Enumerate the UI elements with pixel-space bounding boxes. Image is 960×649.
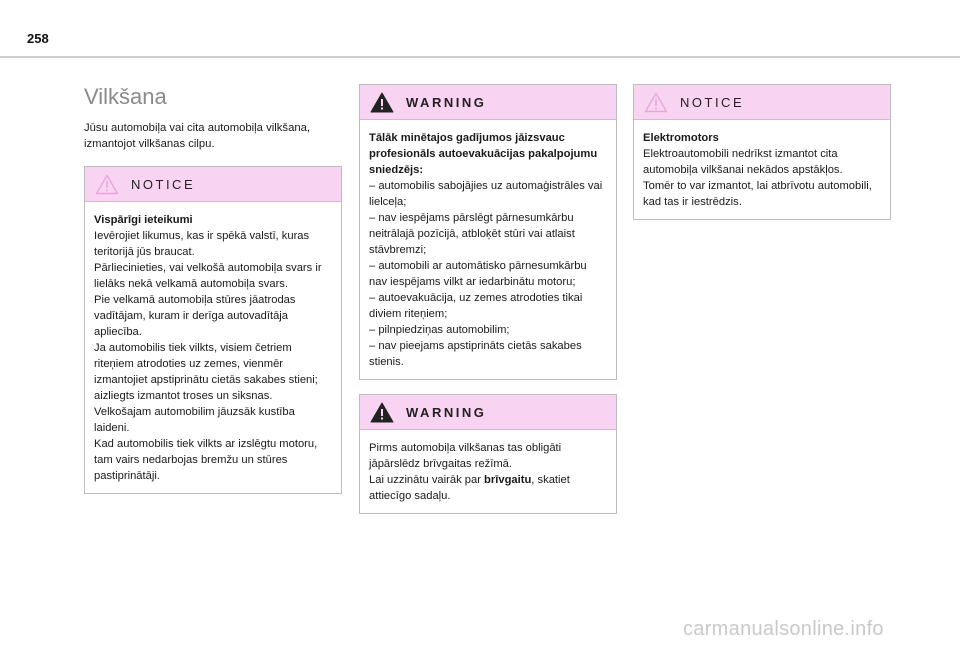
notice-heading: Elektromotors xyxy=(643,132,719,144)
site-watermark: carmanualsonline.info xyxy=(683,618,884,640)
section-title: Vilkšana xyxy=(84,84,167,109)
notice-header xyxy=(85,167,341,202)
notice-text: Ievērojiet likumus, kas ir spēkā valstī, kuras teritorijā jūs braucat. xyxy=(94,230,310,258)
notice-text: Elektroautomobili nedrīkst izmantot cita automobiļa vilkšanai nekādos apstākļos. xyxy=(643,148,843,176)
warning-heading: Tālāk minētajos gadījumos jāizsvauc profesionāls autoevakuācijas pakalpojumu sniedzējs: xyxy=(369,132,598,176)
warning-triangle-icon xyxy=(370,92,394,113)
column-left xyxy=(84,84,342,508)
notice-label: NOTICE xyxy=(680,94,745,110)
page-number: 258 xyxy=(27,31,49,46)
warning-header xyxy=(360,85,616,120)
warning-text: Pirms automobiļa vilkšanas tas obligāti jāpārslēdz brīvgaitas režīmā. xyxy=(369,442,562,470)
warning-box-professional xyxy=(359,84,617,380)
freewheel-reference: brīvgaitu xyxy=(484,474,532,486)
warning-header xyxy=(360,395,616,430)
notice-text: Pārliecinieties, vai velkošā automobiļa svars ir lielāks nekā velkamā automobiļa svars. xyxy=(94,262,322,290)
warning-text-suffix: , skatiet attiecīgo sadaļu. xyxy=(369,474,570,502)
warning-list-item: – automobilis sabojājies uz automaģistrāles vai lielceļa; xyxy=(369,180,603,208)
notice-text: Kad automobilis tiek vilkts ar izslēgtu motoru, tam vairs nedarbojas bremžu un stūres pastiprinātāji. xyxy=(94,438,318,482)
notice-triangle-icon xyxy=(644,92,668,113)
notice-label: NOTICE xyxy=(131,176,196,192)
notice-body xyxy=(85,202,341,493)
notice-text: Tomēr to var izmantot, lai atbrīvotu automobili, kad tas ir iestrēdzis. xyxy=(643,180,872,208)
notice-text: Velkošajam automobilim jāuzsāk kustība laideni. xyxy=(94,406,295,434)
warning-label: WARNING xyxy=(406,404,487,420)
warning-list-item: – autoevakuācija, uz zemes atrodoties tikai diviem riteņiem; xyxy=(369,292,583,320)
warning-list-item: – nav iespējams pārslēgt pārnesumkārbu neitrālajā pozīcijā, atbloķēt stūri vai atlaist stāvbremzi; xyxy=(369,212,575,256)
warning-list-item: – automobili ar automātisko pārnesumkārbu nav iespējams vilkt ar iedarbinātu motoru; xyxy=(369,260,587,288)
warning-box-neutral xyxy=(359,394,617,514)
warning-text xyxy=(369,472,607,504)
warning-list-item: – pilnpiedziņas automobilim; xyxy=(369,324,510,336)
column-right xyxy=(633,84,891,234)
warning-text-prefix: Lai uzzinātu vairāk par xyxy=(369,474,485,486)
warning-triangle-icon xyxy=(370,402,394,423)
notice-header xyxy=(634,85,890,120)
notice-text: Pie velkamā automobiļa stūres jāatrodas vadītājam, kuram ir derīga autovadītāja apliecība. xyxy=(94,294,296,338)
warning-label: WARNING xyxy=(406,94,487,110)
notice-text: Ja automobilis tiek vilkts, visiem četriem riteņiem atrodoties uz zemes, vienmēr izmantojiet apstiprinātu cietās sakabes stieni; aizliegts izmantot troses un siksnas. xyxy=(94,342,318,402)
notice-triangle-icon xyxy=(95,174,119,195)
section-intro: Jūsu automobiļa vai cita automobiļa vilkšana, izmantojot vilkšanas cilpu. xyxy=(84,122,311,150)
notice-body xyxy=(634,120,890,219)
column-middle xyxy=(359,84,617,528)
notice-box-electric xyxy=(633,84,891,220)
notice-heading: Vispārīgi ieteikumi xyxy=(94,214,193,226)
notice-box-general xyxy=(84,166,342,494)
top-divider xyxy=(0,56,960,58)
warning-list-item: – nav pieejams apstiprināts cietās sakabes stienis. xyxy=(369,340,582,368)
warning-body xyxy=(360,120,616,379)
warning-body xyxy=(360,430,616,513)
